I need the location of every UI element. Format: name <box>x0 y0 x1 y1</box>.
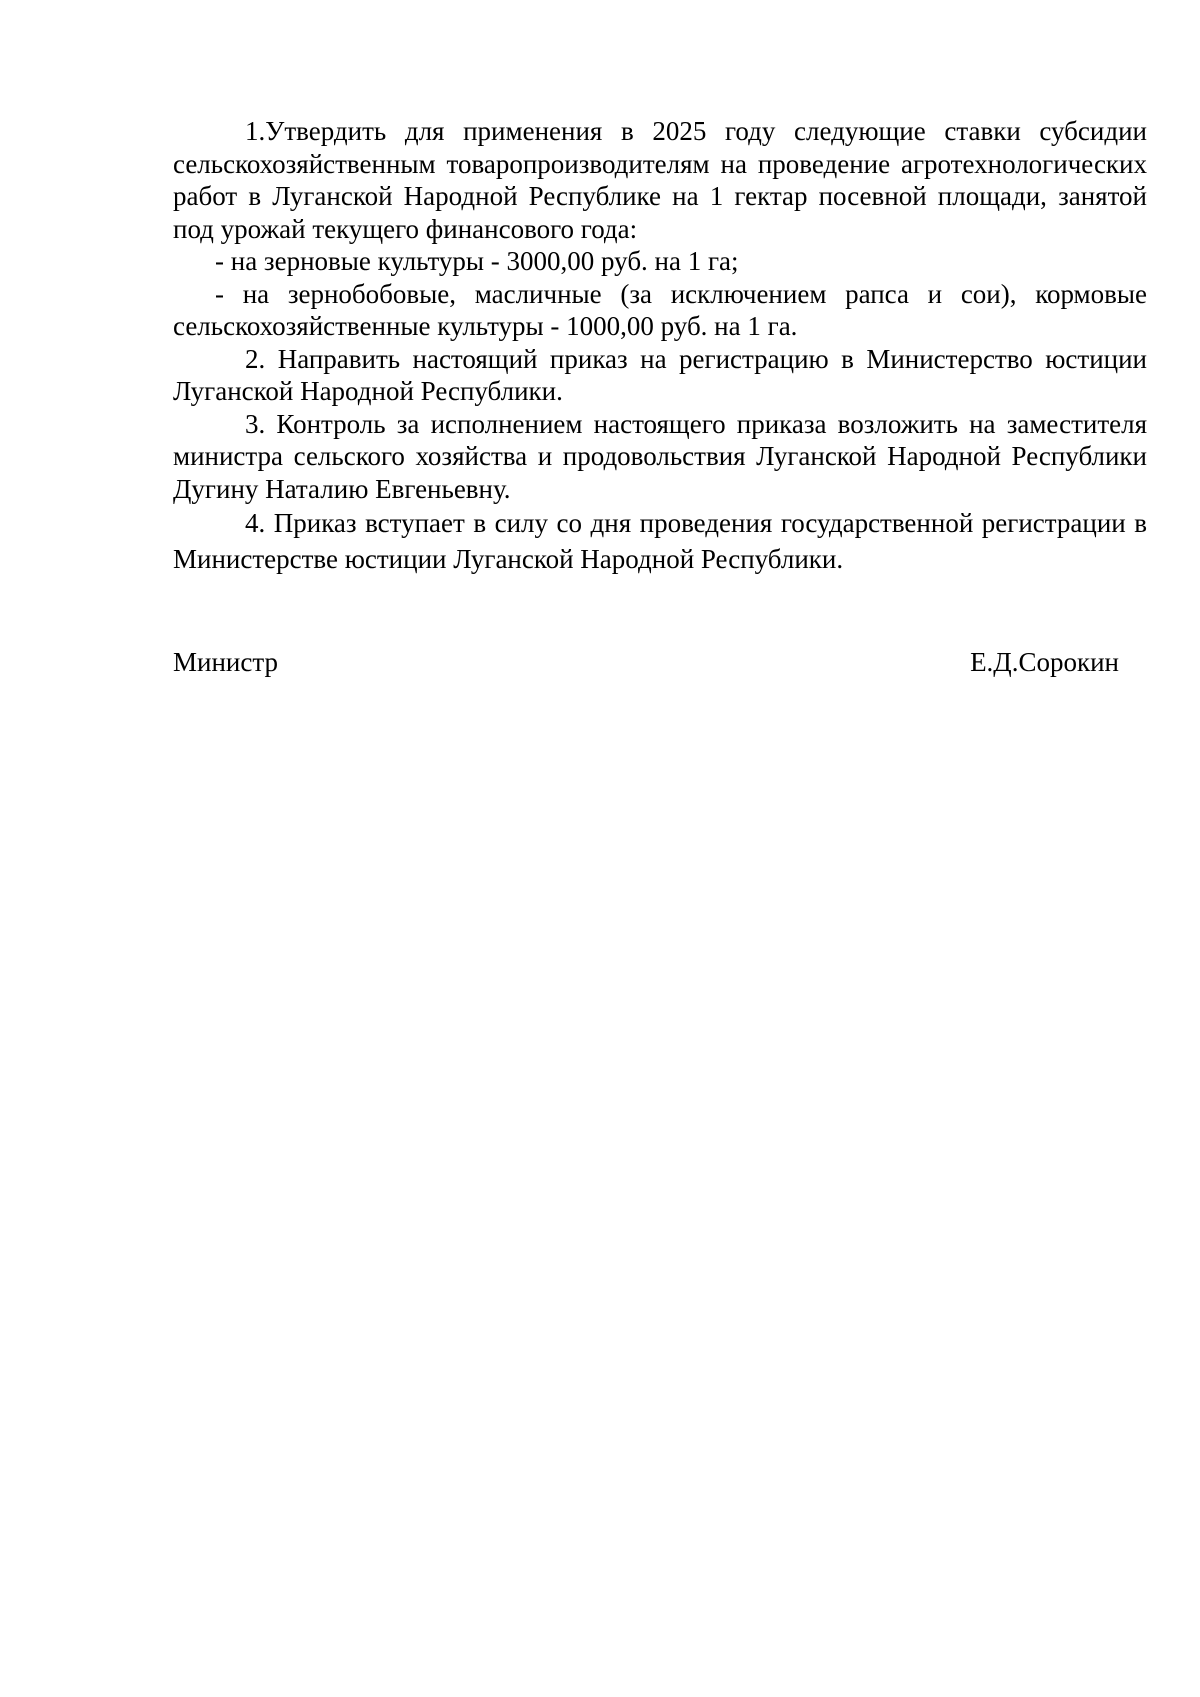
signature-block <box>173 646 1119 678</box>
paragraph-bullet-legumes: - на зернобобовые, масличные (за исключением рапса и сои), кормовые сельскохозяйственные культуры - 1000,00 руб. на 1 га. <box>173 278 1147 341</box>
paragraph-item-4: 4. Приказ вступает в силу со дня проведения государственной регистрации в Министерстве юстиции Луганской Народной Республики. <box>173 508 1147 574</box>
paragraph-item-3: 3. Контроль за исполнением настоящего приказа возложить на заместителя министра сельского хозяйства и продовольствия Луганской Народной Республики Дугину Наталию Евгеньевну. <box>173 408 1147 504</box>
paragraph-item-2: 2. Направить настоящий приказ на регистрацию в Министерство юстиции Луганской Народной Республики. <box>173 343 1147 406</box>
document-body <box>173 115 1147 577</box>
paragraph-bullet-grain: - на зерновые культуры - 3000,00 руб. на 1 га; <box>215 246 739 276</box>
paragraph-item-1: 1.Утвердить для применения в 2025 году следующие ставки субсидии сельскохозяйственным товаропроизводителям на проведение агротехнологических работ в Луганской Народной Республике на 1 гектар посевной площади, занятой под урожай текущего финансового года: <box>173 116 1147 244</box>
signature-name: Е.Д.Сорокин <box>970 647 1119 677</box>
signature-position: Министр <box>173 647 278 677</box>
